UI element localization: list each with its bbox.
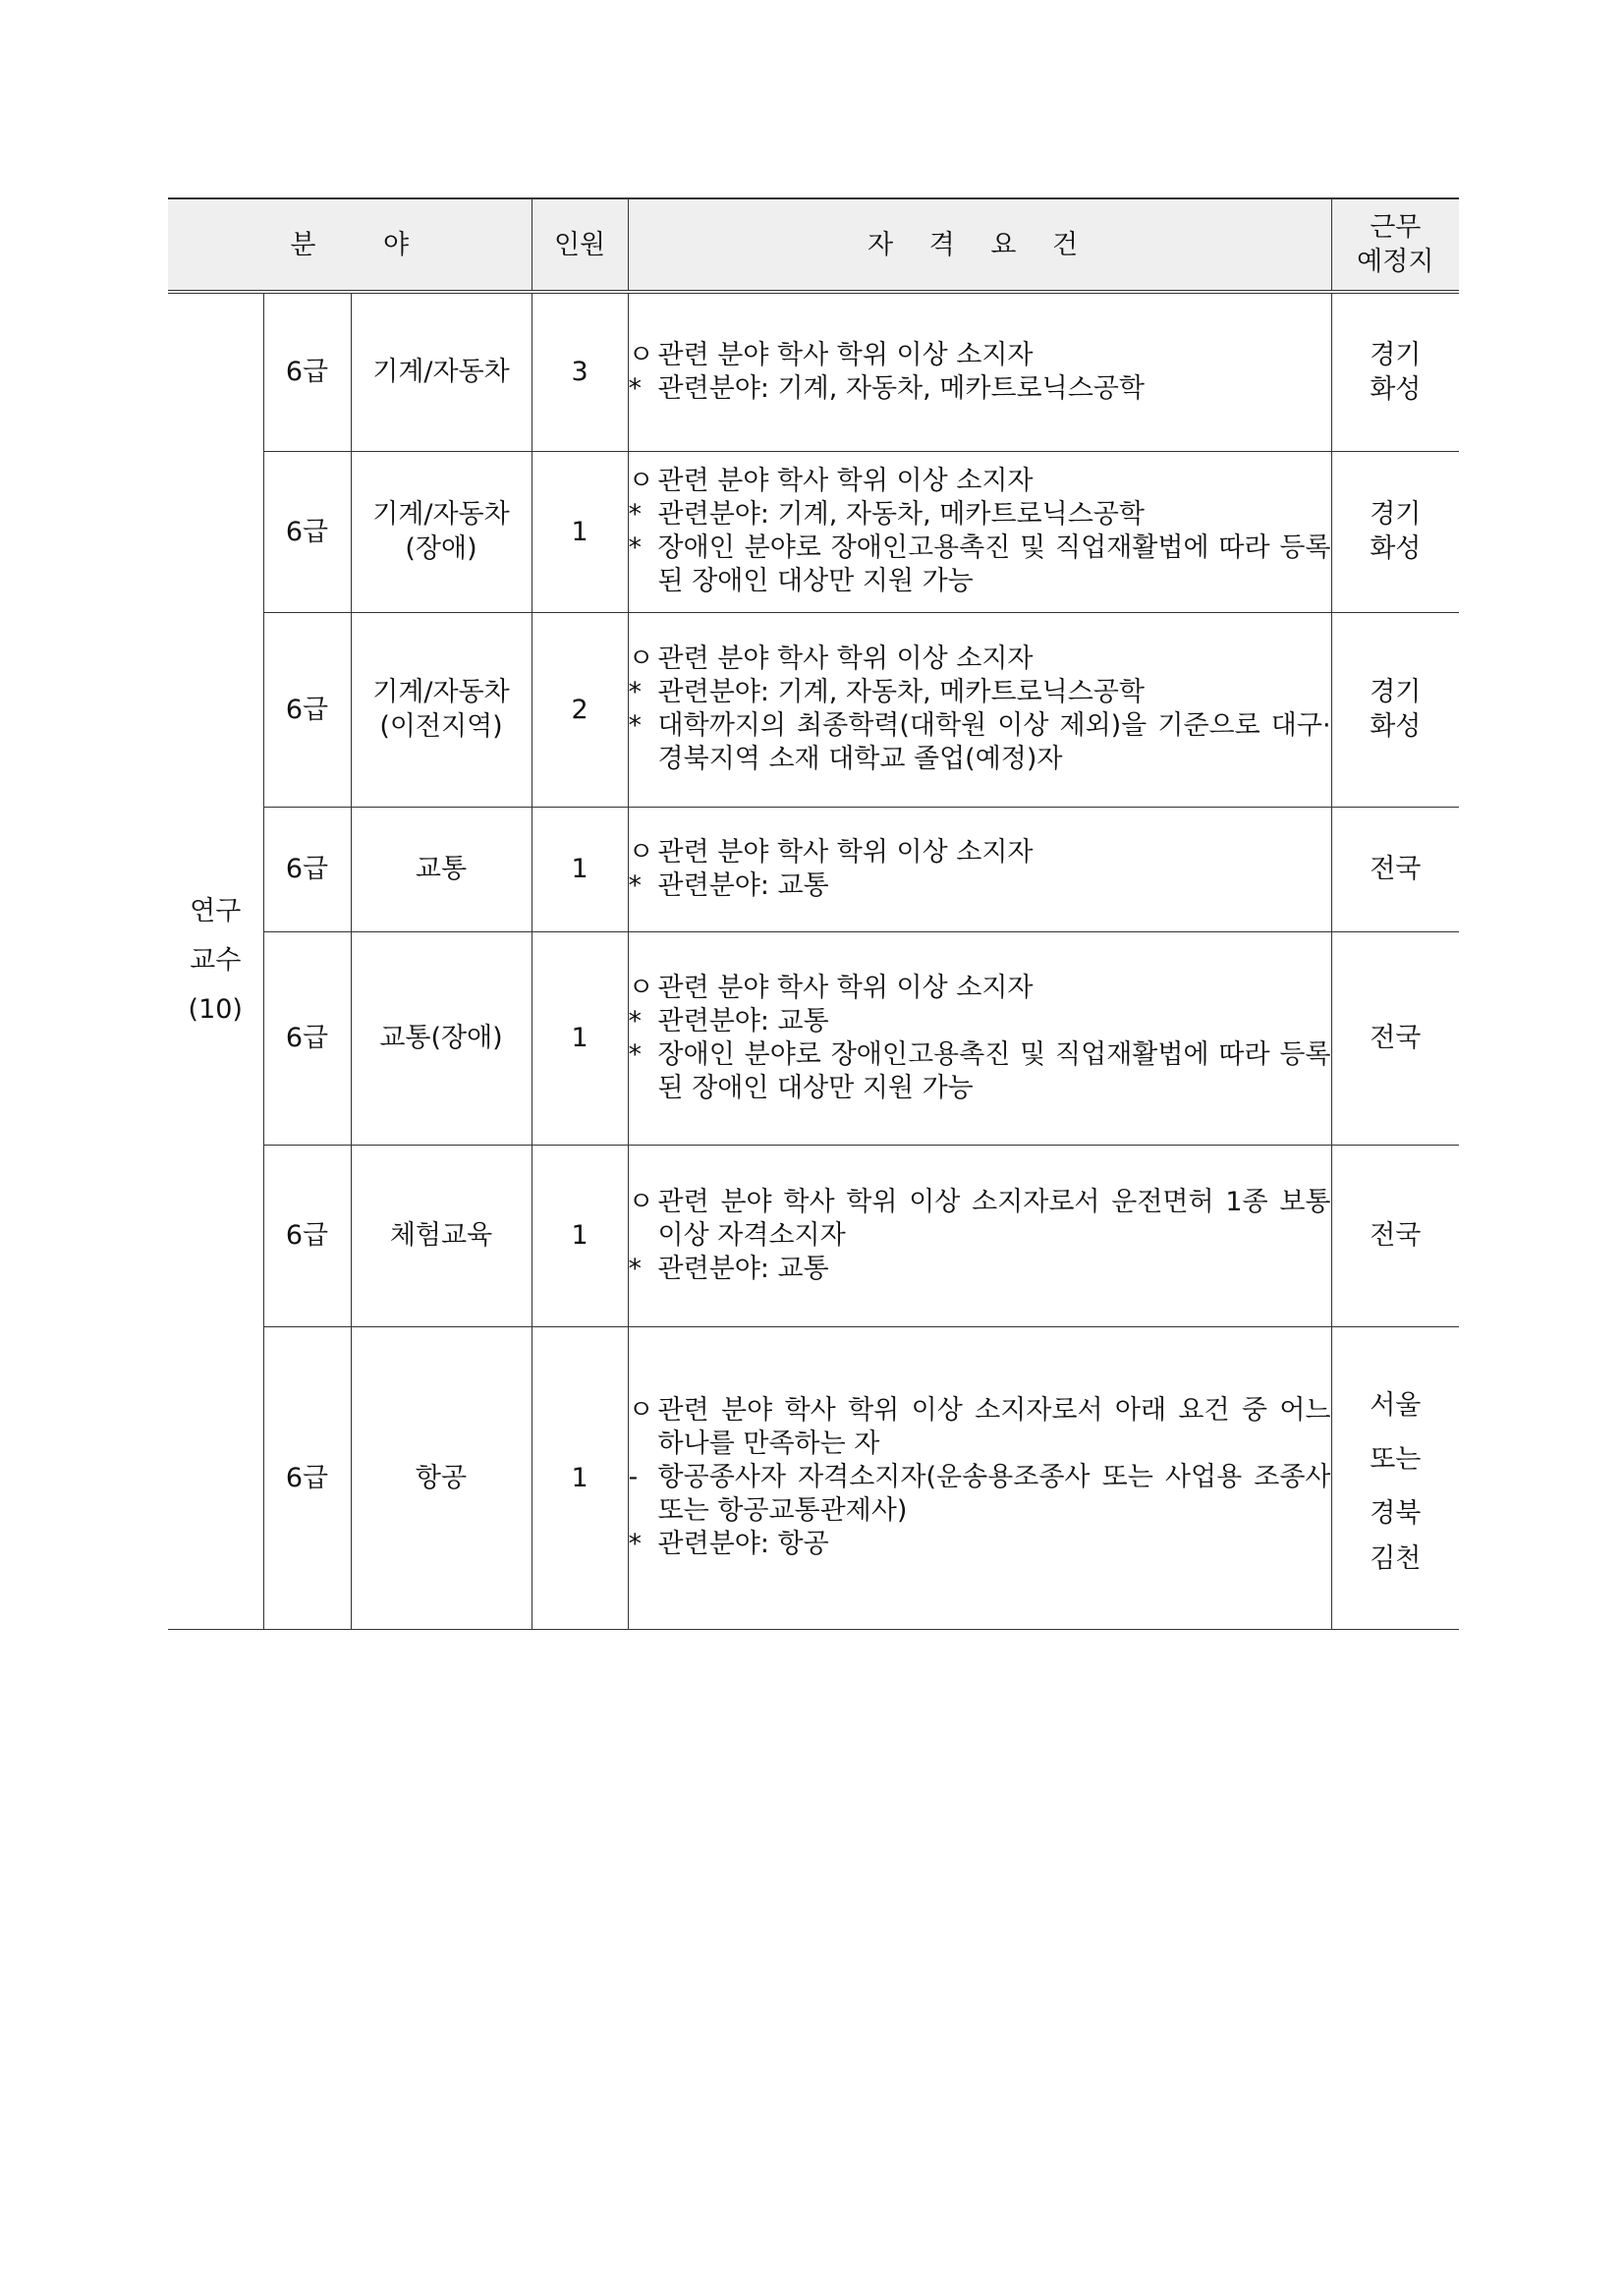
location-cell (1331, 1326, 1459, 1629)
bullet-mark: ㅇ (628, 1186, 654, 1217)
requirement-item (629, 972, 1331, 1005)
requirement-text: 관련 분야 학사 학위 이상 소지자 (657, 339, 1034, 370)
location-line2: 화성 (1370, 711, 1422, 742)
location-line1: 전국 (1370, 1023, 1422, 1053)
count-cell: 1 (532, 931, 628, 1145)
location-line2: 화성 (1370, 373, 1422, 405)
bullet-mark: * (628, 372, 643, 404)
field-line2: (장애) (405, 533, 477, 564)
field-line1: 교통(장애) (379, 1023, 503, 1053)
bullet-mark: ㅇ (628, 644, 654, 674)
bullet-mark: * (628, 1005, 643, 1036)
location-cell (1331, 931, 1459, 1145)
requirements-cell (628, 451, 1331, 612)
bullet-mark: * (628, 1253, 643, 1284)
requirement-text: 대학까지의 최종학력(대학원 이상 제외)을 기준으로 대구·경북지역 소재 대학교 졸업(예정)자 (657, 710, 1331, 774)
bullet-mark: - (628, 1462, 639, 1492)
bullet-mark: * (628, 869, 643, 901)
bullet-mark: * (628, 710, 643, 741)
field-cell (351, 931, 532, 1145)
bullet-mark: ㅇ (628, 339, 654, 370)
location-cell (1331, 292, 1459, 451)
table-row (168, 1145, 1459, 1326)
grade-cell: 6급 (263, 931, 351, 1145)
requirement-item (629, 709, 1331, 776)
count-cell: 1 (532, 1145, 628, 1326)
grade-cell: 6급 (263, 612, 351, 807)
group-label-line2: 교수 (190, 945, 242, 977)
count-cell: 1 (532, 807, 628, 931)
requirement-text: 관련 분야 학사 학위 이상 소지자 (657, 972, 1034, 1003)
table-header-row (168, 198, 1459, 292)
requirement-text: 관련 분야 학사 학위 이상 소지자로서 운전면허 1종 보통 이상 자격소지자 (657, 1186, 1331, 1251)
requirement-item (629, 1461, 1331, 1528)
field-line1: 기계/자동차 (372, 499, 510, 530)
header-requirements: 자 격 요 건 (628, 198, 1331, 292)
location-cell (1331, 1145, 1459, 1326)
requirement-text: 관련분야: 기계, 자동차, 메카트로닉스공학 (657, 372, 1145, 404)
grade-cell: 6급 (263, 1145, 351, 1326)
field-line2: (이전지역) (379, 711, 503, 742)
count-cell: 1 (532, 451, 628, 612)
field-line1: 교통 (415, 854, 468, 884)
table-row (168, 451, 1459, 612)
location-cell (1331, 807, 1459, 931)
location-line1: 경기 (1370, 339, 1422, 370)
requirement-item (629, 1005, 1331, 1038)
requirement-item (629, 532, 1331, 598)
requirement-text: 관련분야: 교통 (657, 1253, 829, 1284)
requirement-item (629, 372, 1331, 406)
grade-cell: 6급 (263, 451, 351, 612)
bullet-mark: * (628, 1038, 643, 1070)
bullet-mark: ㅇ (628, 1395, 654, 1426)
location-line1: 전국 (1370, 1220, 1422, 1251)
header-location-line2: 예정지 (1357, 247, 1434, 277)
requirement-text: 관련분야: 기계, 자동차, 메카트로닉스공학 (657, 677, 1145, 707)
field-cell (351, 807, 532, 931)
count-cell: 2 (532, 612, 628, 807)
location-line1: 경기 (1370, 677, 1422, 707)
requirements-cell (628, 1145, 1331, 1326)
bullet-mark: * (628, 499, 643, 530)
requirements-cell (628, 931, 1331, 1145)
field-cell (351, 292, 532, 451)
header-count: 인원 (532, 198, 628, 292)
table-row (168, 931, 1459, 1145)
requirement-item (629, 1038, 1331, 1105)
requirement-text: 장애인 분야로 장애인고용촉진 및 직업재활법에 따라 등록된 장애인 대상만 지원 가능 (657, 1038, 1331, 1103)
requirement-text: 관련분야: 항공 (657, 1529, 829, 1559)
location-line3: 경북 (1370, 1497, 1422, 1529)
field-cell (351, 451, 532, 612)
bullet-mark: ㅇ (628, 972, 654, 1003)
requirement-item (629, 465, 1331, 498)
field-cell (351, 612, 532, 807)
requirement-item (629, 836, 1331, 869)
count-cell: 3 (532, 292, 628, 451)
location-cell (1331, 451, 1459, 612)
bullet-mark: * (628, 677, 643, 707)
field-line1: 항공 (415, 1462, 468, 1493)
requirement-text: 관련 분야 학사 학위 이상 소지자 (657, 466, 1034, 496)
requirement-item (629, 1528, 1331, 1561)
requirements-cell (628, 292, 1331, 451)
requirements-cell (628, 807, 1331, 931)
recruitment-requirements-table (168, 197, 1459, 1630)
grade-cell: 6급 (263, 1326, 351, 1629)
requirement-text: 관련 분야 학사 학위 이상 소지자 (657, 644, 1034, 674)
header-location (1331, 198, 1459, 292)
group-label-line3: (10) (188, 994, 243, 1026)
requirement-item (629, 1394, 1331, 1461)
field-cell (351, 1145, 532, 1326)
requirement-item (629, 339, 1331, 372)
requirement-text: 항공종사자 자격소지자(운송용조종사 또는 사업용 조종사 또는 항공교통관제사) (657, 1462, 1331, 1526)
requirement-text: 관련분야: 기계, 자동차, 메카트로닉스공학 (657, 499, 1145, 530)
location-line1: 경기 (1370, 499, 1422, 530)
requirement-item (629, 643, 1331, 676)
group-label (168, 292, 263, 1629)
group-label-line1: 연구 (190, 896, 242, 927)
grade-cell: 6급 (263, 292, 351, 451)
requirement-item (629, 676, 1331, 709)
requirement-text: 장애인 분야로 장애인고용촉진 및 직업재활법에 따라 등록된 장애인 대상만 지원 가능 (657, 532, 1331, 596)
requirement-item (629, 498, 1331, 532)
field-line1: 기계/자동차 (372, 357, 510, 388)
field-line1: 체험교육 (389, 1220, 493, 1251)
table-row (168, 1326, 1459, 1629)
requirement-text: 관련분야: 교통 (657, 869, 829, 901)
bullet-mark: ㅇ (628, 836, 654, 868)
field-line1: 기계/자동차 (372, 677, 510, 707)
location-cell (1331, 612, 1459, 807)
requirement-item (629, 1186, 1331, 1253)
table-row (168, 292, 1459, 451)
location-line2: 또는 (1370, 1443, 1422, 1475)
bullet-mark: * (628, 1529, 643, 1559)
location-line2: 화성 (1370, 533, 1422, 564)
grade-cell: 6급 (263, 807, 351, 931)
requirement-item (629, 1253, 1331, 1286)
field-cell (351, 1326, 532, 1629)
requirements-cell (628, 612, 1331, 807)
requirement-item (629, 869, 1331, 903)
requirement-text: 관련분야: 교통 (657, 1005, 829, 1036)
bullet-mark: * (628, 532, 643, 563)
requirement-text: 관련 분야 학사 학위 이상 소지자로서 아래 요건 중 어느 하나를 만족하는 자 (657, 1395, 1331, 1459)
location-line1: 서울 (1370, 1389, 1422, 1421)
location-line4: 김천 (1370, 1542, 1422, 1574)
header-location-line1: 근무 (1370, 212, 1422, 243)
requirements-cell (628, 1326, 1331, 1629)
requirement-text: 관련 분야 학사 학위 이상 소지자 (657, 836, 1034, 868)
header-field: 분 야 (168, 198, 532, 292)
location-line1: 전국 (1370, 854, 1422, 884)
table-row (168, 612, 1459, 807)
bullet-mark: ㅇ (628, 466, 654, 496)
count-cell: 1 (532, 1326, 628, 1629)
table-row (168, 807, 1459, 931)
